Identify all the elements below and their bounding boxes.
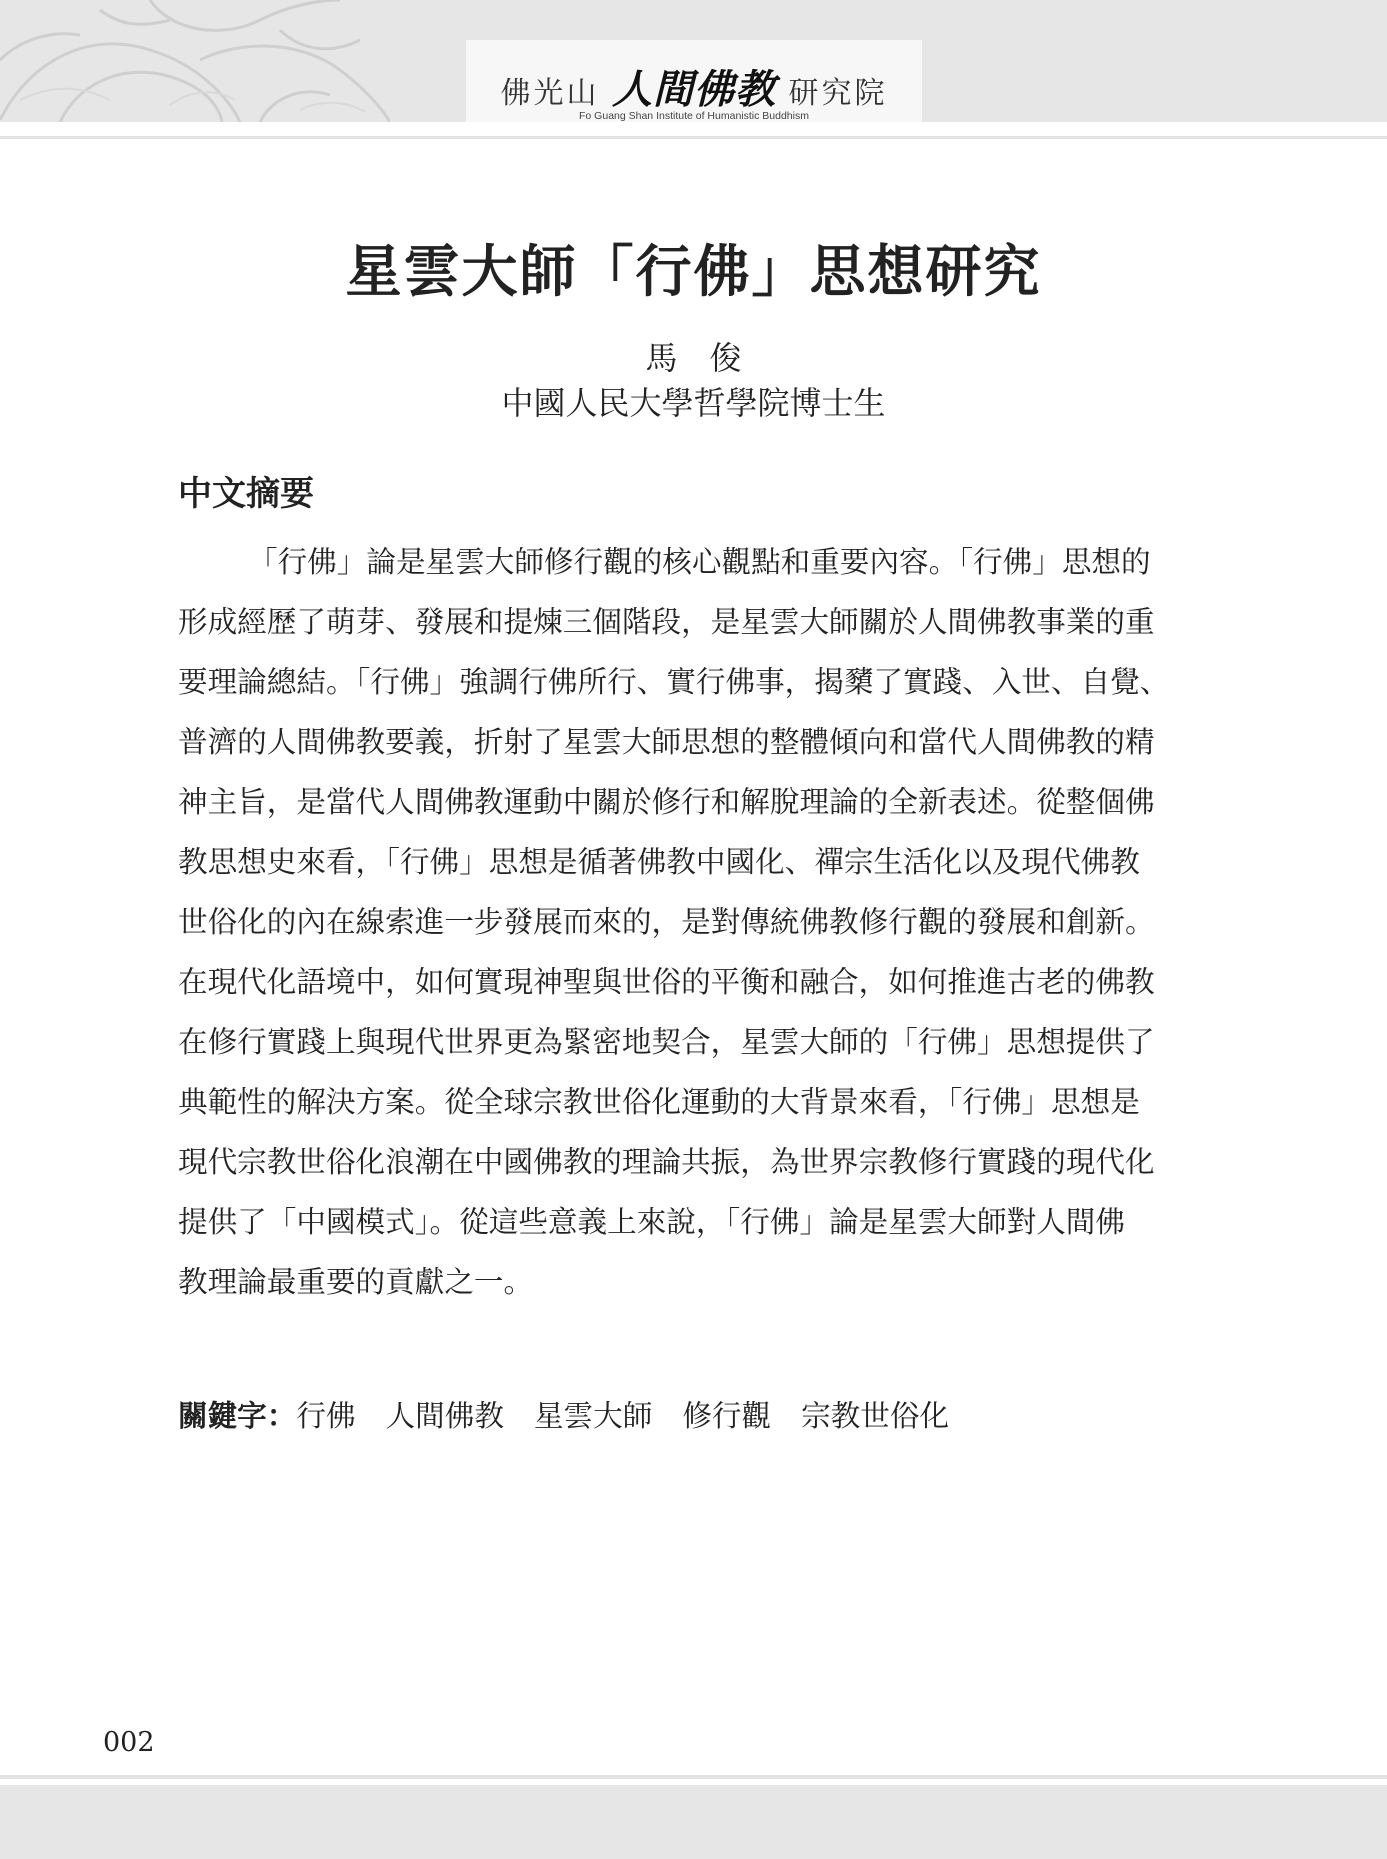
abstract-line: 教理論最重要的貢獻之一。 — [178, 1265, 534, 1299]
abstract-line: 教思想史來看，「行佛」思想是循著佛教中國化、禪宗生活化以及現代佛教 — [178, 845, 1140, 879]
abstract-line: 神主旨，是當代人間佛教運動中關於修行和解脫理論的全新表述。從整個佛 — [178, 785, 1155, 819]
abstract-line: 普濟的人間佛教要義，折射了星雲大師思想的整體傾向和當代人間佛教的精 — [178, 725, 1155, 759]
header-divider — [0, 122, 1387, 128]
footer-rule — [0, 1775, 1387, 1779]
abstract-line: 世俗化的內在線索進一步發展而來的，是對傳統佛教修行觀的發展和創新。 — [178, 905, 1155, 939]
logo-left-text: 佛光山 — [500, 76, 600, 111]
article-title: 星雲大師「行佛」思想研究 — [345, 239, 1042, 305]
abstract-line: 形成經歷了萌芽、發展和提煉三個階段，是星雲大師關於人間佛教事業的重 — [178, 605, 1155, 639]
author-affiliation: 中國人民大學哲學院博士生 — [501, 384, 886, 422]
footer-band — [0, 1785, 1387, 1859]
lotus-ornament-icon — [0, 0, 390, 122]
keyword: 宗教世俗化 — [801, 1399, 950, 1433]
logo-calligraphy-text: 人間佛教 — [612, 66, 776, 113]
abstract-line: 提供了「中國模式」。從這些意義上來說，「行佛」論是星雲大師對人間佛 — [178, 1205, 1125, 1239]
page-number: 002 — [103, 1727, 155, 1758]
keyword: 人間佛教 — [385, 1399, 504, 1433]
header-band — [0, 0, 1387, 122]
keyword: 修行觀 — [682, 1399, 772, 1433]
institute-logo — [466, 40, 922, 126]
keyword: 行佛 — [296, 1399, 356, 1433]
logo-right-text: 研究院 — [788, 76, 888, 111]
keywords-label: 關鍵字： — [178, 1398, 297, 1433]
logo-title — [466, 58, 922, 115]
abstract-heading: 中文摘要 — [178, 474, 314, 514]
keyword: 星雲大師 — [533, 1399, 653, 1433]
abstract-line: 要理論總結。「行佛」強調行佛所行、實行佛事，揭櫫了實踐、入世、自覺、 — [178, 665, 1170, 699]
abstract-line: 現代宗教世俗化浪潮在中國佛教的理論共振，為世界宗教修行實踐的現代化 — [178, 1145, 1155, 1179]
abstract-line: 「行佛」論是星雲大師修行觀的核心觀點和重要內容。「行佛」思想的 — [248, 545, 1151, 579]
header-rule — [0, 136, 1387, 139]
logo-subtitle: Fo Guang Shan Institute of Humanistic Buddhism — [579, 110, 809, 122]
abstract-line: 典範性的解決方案。從全球宗教世俗化運動的大背景來看，「行佛」思想是 — [178, 1085, 1140, 1119]
abstract-line: 在現代化語境中，如何實現神聖與世俗的平衡和融合，如何推進古老的佛教 — [178, 965, 1155, 999]
keywords — [178, 1393, 979, 1435]
author-name: 馬 俊 — [645, 339, 742, 377]
abstract-line: 在修行實踐上與現代世界更為緊密地契合，星雲大師的「行佛」思想提供了 — [178, 1025, 1155, 1059]
